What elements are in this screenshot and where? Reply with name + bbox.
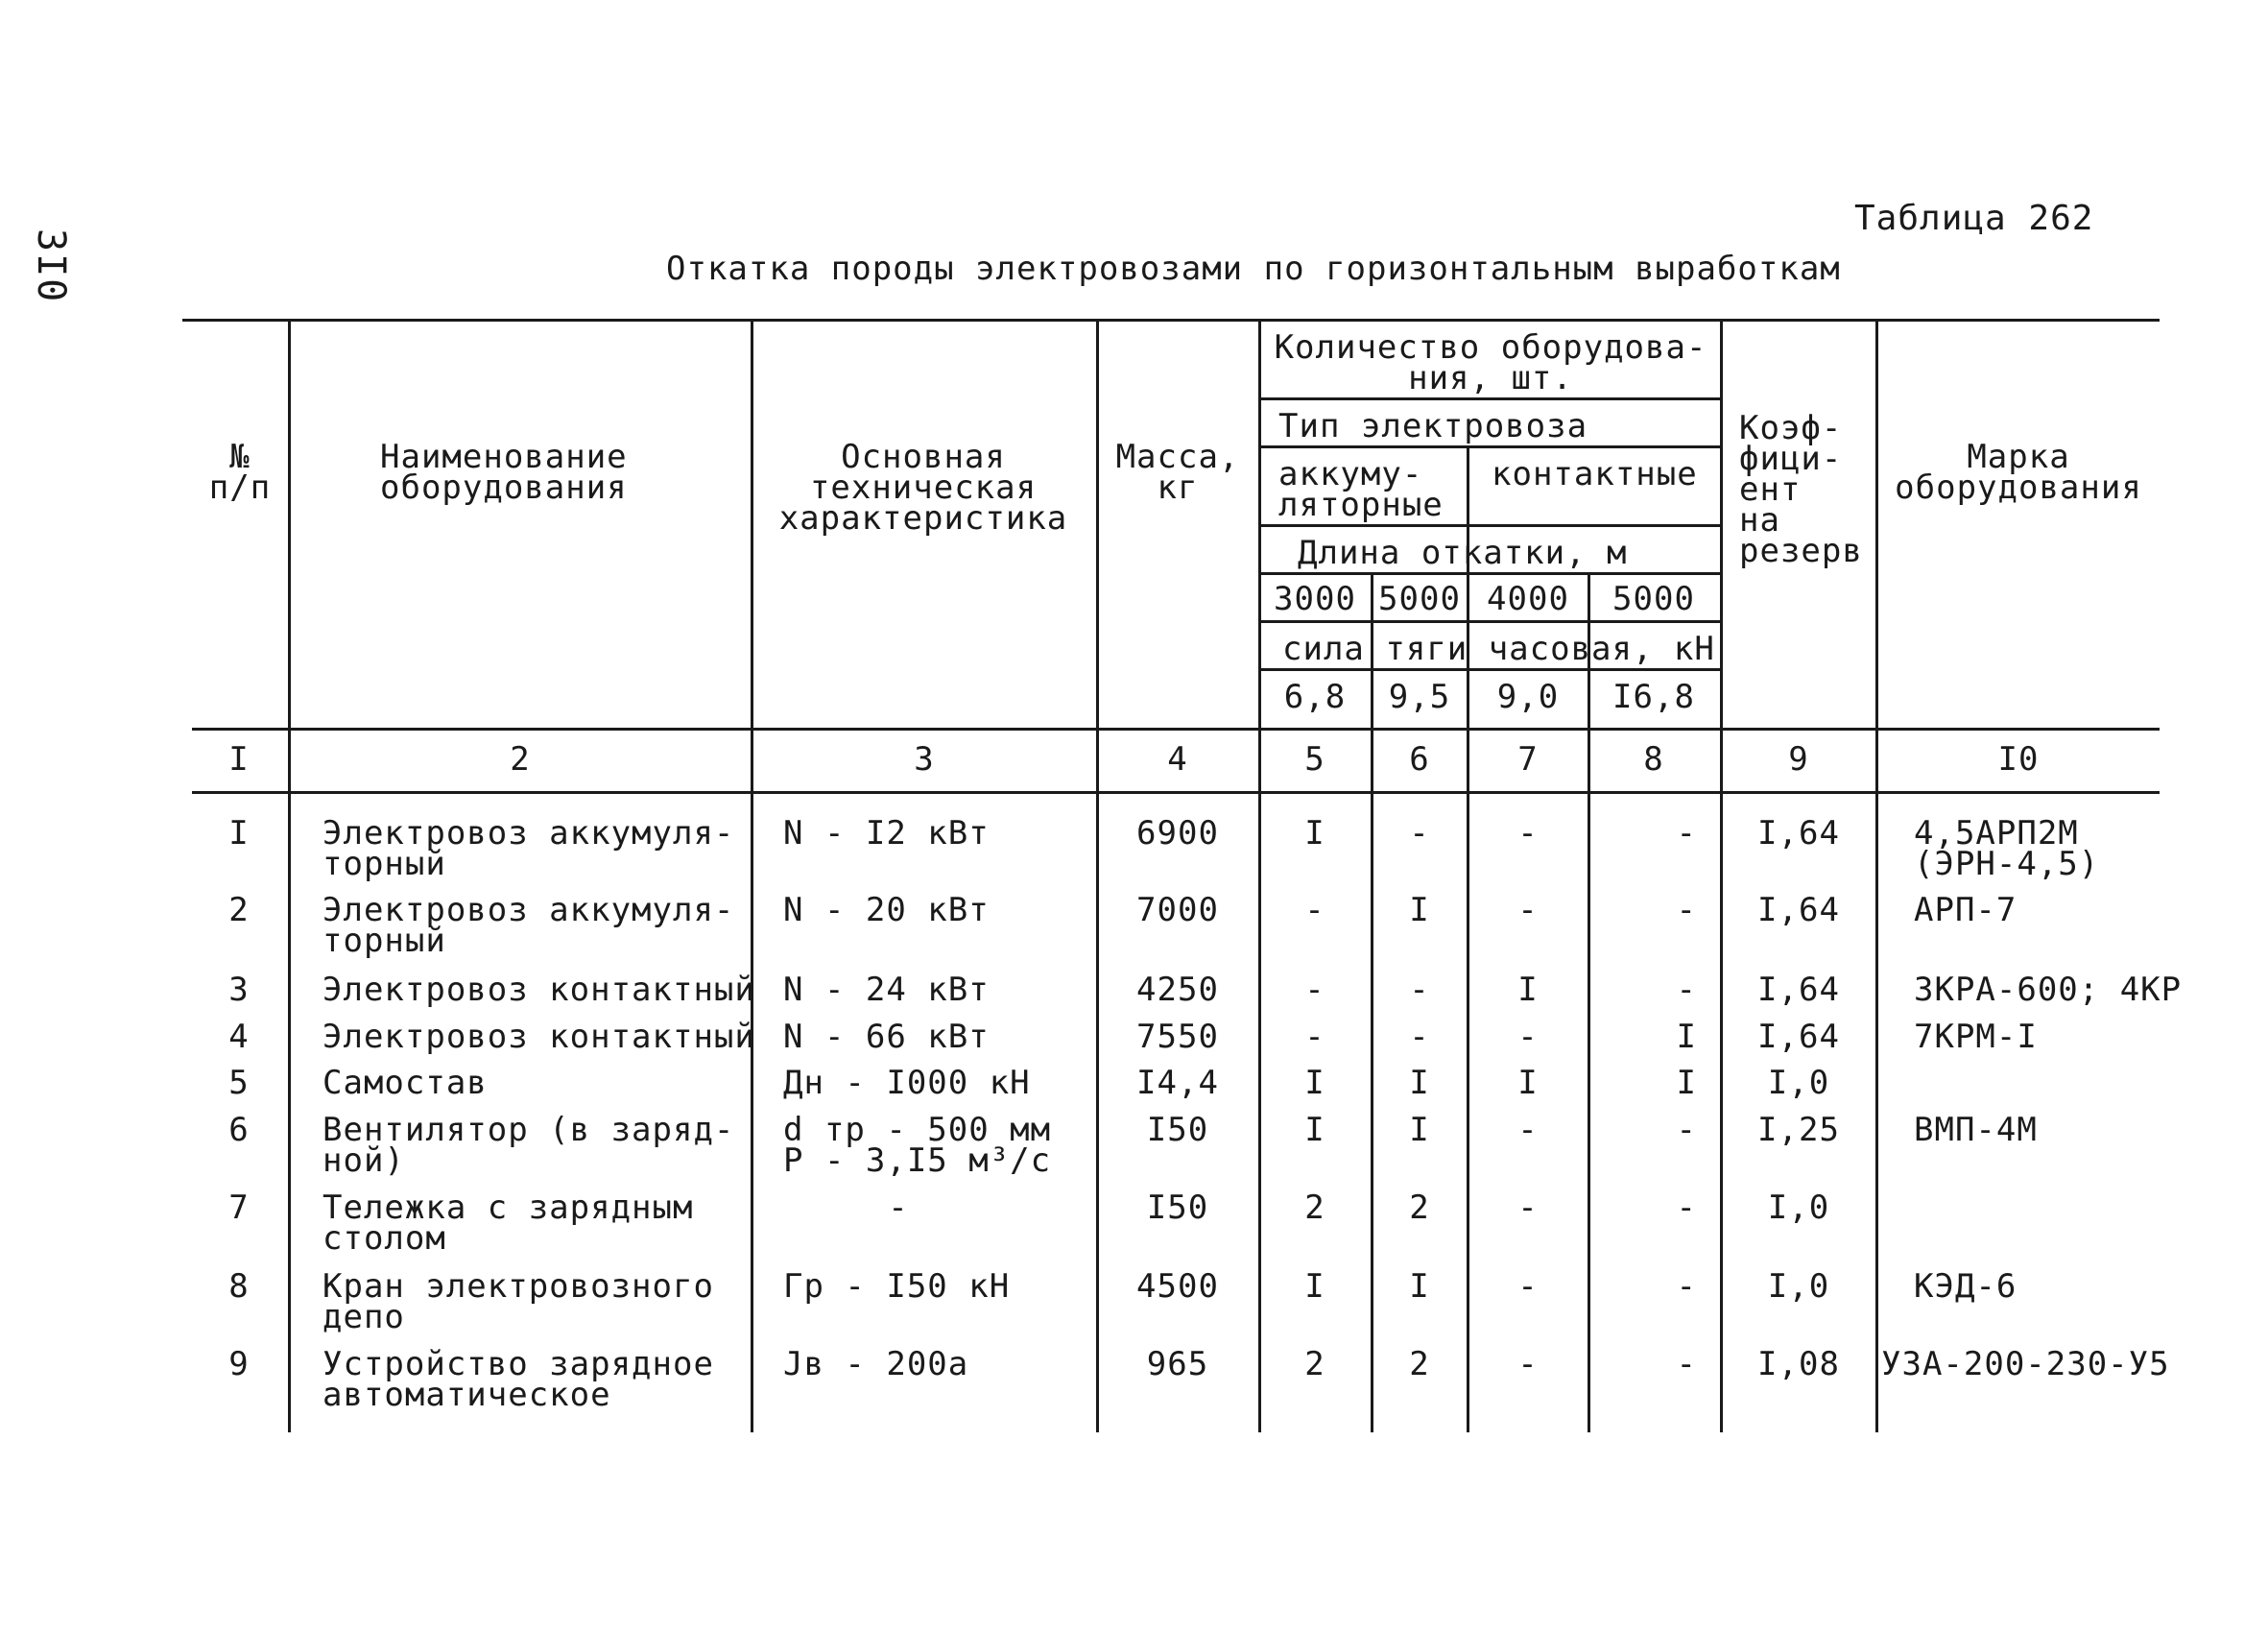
header-brand: Марка оборудования — [1895, 438, 2142, 507]
row-number: 9 — [228, 1345, 250, 1383]
col-divider-6 — [1467, 445, 1469, 1432]
table-label: Таблица 262 — [1854, 199, 2094, 238]
row-coef: I,64 — [1757, 891, 1840, 929]
row-mass: 4250 — [1136, 971, 1219, 1009]
col-number-2: 2 — [510, 740, 531, 779]
header-haul-length: Длина откатки, м — [1298, 534, 1628, 572]
col-divider-5 — [1371, 572, 1373, 1432]
row-number: 5 — [228, 1064, 250, 1102]
row-brand: 4,5АРП2М (ЭРН-4,5) — [1914, 814, 2100, 883]
header-battery: аккуму- ляторные — [1278, 455, 1444, 524]
row-mass: I4,4 — [1136, 1064, 1219, 1102]
numbers-bottom-border — [192, 791, 2160, 794]
row-c7: I — [1517, 971, 1539, 1009]
row-mass: 965 — [1146, 1345, 1209, 1383]
row-mass: 6900 — [1136, 814, 1219, 853]
header-mass: Масса, кг — [1115, 438, 1240, 507]
rule-qty-bottom — [1260, 397, 1721, 400]
row-c5: I — [1304, 1267, 1325, 1306]
row-brand: 7КРМ-I — [1914, 1018, 2038, 1056]
row-coef: I,08 — [1757, 1345, 1840, 1383]
col-number-3: 3 — [914, 740, 935, 779]
row-c8: - — [1676, 814, 1697, 853]
row-coef: I,64 — [1757, 1018, 1840, 1056]
row-name: Кран электровозного депо — [322, 1267, 714, 1336]
header-length-4: 5000 — [1612, 580, 1695, 618]
row-c7: - — [1517, 814, 1539, 853]
header-num: № п/п — [208, 438, 272, 507]
row-c6: I — [1409, 891, 1430, 929]
row-name: Тележка с зарядным столом — [322, 1189, 694, 1258]
row-c5: 2 — [1304, 1345, 1325, 1383]
col-divider-1 — [288, 319, 291, 1432]
row-spec: N - I2 кВт — [783, 814, 990, 853]
row-number: 3 — [228, 971, 250, 1009]
row-c7: - — [1517, 1018, 1539, 1056]
header-force-1: 6,8 — [1283, 678, 1347, 716]
row-c7: - — [1517, 1111, 1539, 1149]
row-name: Вентилятор (в заряд- ной) — [322, 1111, 735, 1180]
row-c7: - — [1517, 891, 1539, 929]
row-c6: - — [1409, 814, 1430, 853]
row-coef: I,64 — [1757, 971, 1840, 1009]
header-force-2: 9,5 — [1388, 678, 1451, 716]
header-force-3: 9,0 — [1496, 678, 1560, 716]
row-c5: I — [1304, 814, 1325, 853]
row-name: Устройство зарядное автоматическое — [322, 1345, 714, 1414]
row-name: Электровоз контактный — [322, 1018, 755, 1056]
col-number-9: 9 — [1788, 740, 1809, 779]
col-divider-9 — [1875, 319, 1878, 1432]
row-c7: - — [1517, 1345, 1539, 1383]
row-number: I — [228, 814, 250, 853]
row-c8: - — [1676, 1267, 1697, 1306]
col-divider-8 — [1720, 319, 1723, 1432]
header-length-1: 3000 — [1274, 580, 1356, 618]
col-divider-7 — [1588, 572, 1590, 1432]
row-coef: I,0 — [1767, 1189, 1830, 1227]
row-mass: I50 — [1146, 1189, 1209, 1227]
row-coef: I,0 — [1767, 1064, 1830, 1102]
header-length-2: 5000 — [1378, 580, 1461, 618]
header-contact: контактные — [1492, 455, 1698, 493]
row-name: Электровоз аккумуля- торный — [322, 814, 735, 883]
row-c5: I — [1304, 1064, 1325, 1102]
row-c6: 2 — [1409, 1345, 1430, 1383]
col-divider-2 — [751, 319, 753, 1432]
row-c8: - — [1676, 1189, 1697, 1227]
row-c6: - — [1409, 1018, 1430, 1056]
row-spec: - — [888, 1189, 909, 1227]
row-c7: - — [1517, 1267, 1539, 1306]
row-spec: N - 20 кВт — [783, 891, 990, 929]
table-top-border — [182, 319, 2160, 322]
row-spec: Гр - I50 кН — [783, 1267, 1011, 1306]
row-c8: - — [1676, 1111, 1697, 1149]
row-brand: ЗКРА-600; 4КР — [1914, 971, 2183, 1009]
row-c8: - — [1676, 971, 1697, 1009]
row-number: 8 — [228, 1267, 250, 1306]
row-brand: УЗА-200-230-У5 — [1881, 1345, 2170, 1383]
row-c5: 2 — [1304, 1189, 1325, 1227]
row-c5: I — [1304, 1111, 1325, 1149]
header-loco-type: Тип электровоза — [1278, 407, 1588, 445]
row-name: Электровоз контактный — [322, 971, 755, 1009]
col-number-10: I0 — [1997, 740, 2040, 779]
row-spec: N - 24 кВт — [783, 971, 990, 1009]
header-length-3: 4000 — [1487, 580, 1569, 618]
row-coef: I,0 — [1767, 1267, 1830, 1306]
row-number: 7 — [228, 1189, 250, 1227]
row-name: Самостав — [322, 1064, 488, 1102]
row-c8: - — [1676, 1345, 1697, 1383]
row-brand: ВМП-4М — [1914, 1111, 2038, 1149]
row-brand: КЭД-6 — [1914, 1267, 2017, 1306]
rule-subtype-bottom — [1260, 524, 1721, 527]
row-number: 2 — [228, 891, 250, 929]
row-c8: I — [1676, 1018, 1697, 1056]
row-mass: 4500 — [1136, 1267, 1219, 1306]
row-c6: I — [1409, 1267, 1430, 1306]
col-divider-3 — [1096, 319, 1099, 1432]
col-number-7: 7 — [1517, 740, 1539, 779]
rule-traction-bottom — [1260, 668, 1721, 671]
col-number-6: 6 — [1409, 740, 1430, 779]
header-spec: Основная техническая характеристика — [778, 438, 1068, 538]
col-number-5: 5 — [1304, 740, 1325, 779]
header-traction: сила тяги часовая, кН — [1282, 630, 1715, 668]
col-number-1: I — [228, 740, 250, 779]
row-c6: - — [1409, 971, 1430, 1009]
row-c6: 2 — [1409, 1189, 1430, 1227]
rule-length-bottom — [1260, 572, 1721, 575]
page-number: 3I0 — [29, 228, 73, 304]
row-c7: I — [1517, 1064, 1539, 1102]
row-mass: 7000 — [1136, 891, 1219, 929]
row-c8: I — [1676, 1064, 1697, 1102]
row-c5: - — [1304, 891, 1325, 929]
row-c7: - — [1517, 1189, 1539, 1227]
row-number: 6 — [228, 1111, 250, 1149]
row-c8: - — [1676, 891, 1697, 929]
row-spec: d тр - 500 мм Р - 3,I5 м³/с — [783, 1111, 1052, 1180]
table-title: Откатка породы электровозами по горизонтальным выработкам — [666, 250, 1841, 288]
col-number-4: 4 — [1167, 740, 1188, 779]
row-c6: I — [1409, 1111, 1430, 1149]
rule-type-bottom — [1260, 445, 1721, 448]
header-name: Наименование оборудования — [380, 438, 628, 507]
col-divider-4 — [1258, 319, 1261, 1432]
row-coef: I,25 — [1757, 1111, 1840, 1149]
row-name: Электровоз аккумуля- торный — [322, 891, 735, 960]
row-brand: АРП-7 — [1914, 891, 2017, 929]
header-qty: Количество оборудова- ния, шт. — [1274, 328, 1707, 397]
header-force-4: I6,8 — [1612, 678, 1695, 716]
row-c6: I — [1409, 1064, 1430, 1102]
row-spec: N - 66 кВт — [783, 1018, 990, 1056]
row-mass: 7550 — [1136, 1018, 1219, 1056]
row-c5: - — [1304, 971, 1325, 1009]
row-spec: Jв - 200а — [783, 1345, 969, 1383]
rule-lengths-bottom — [1260, 620, 1721, 623]
row-mass: I50 — [1146, 1111, 1209, 1149]
col-number-8: 8 — [1643, 740, 1664, 779]
row-c5: - — [1304, 1018, 1325, 1056]
row-coef: I,64 — [1757, 814, 1840, 853]
header-coef: Коэф- фици- ент на резерв — [1739, 409, 1863, 570]
row-number: 4 — [228, 1018, 250, 1056]
row-spec: Дн - I000 кН — [783, 1064, 1031, 1102]
header-bottom-border — [192, 728, 2160, 731]
